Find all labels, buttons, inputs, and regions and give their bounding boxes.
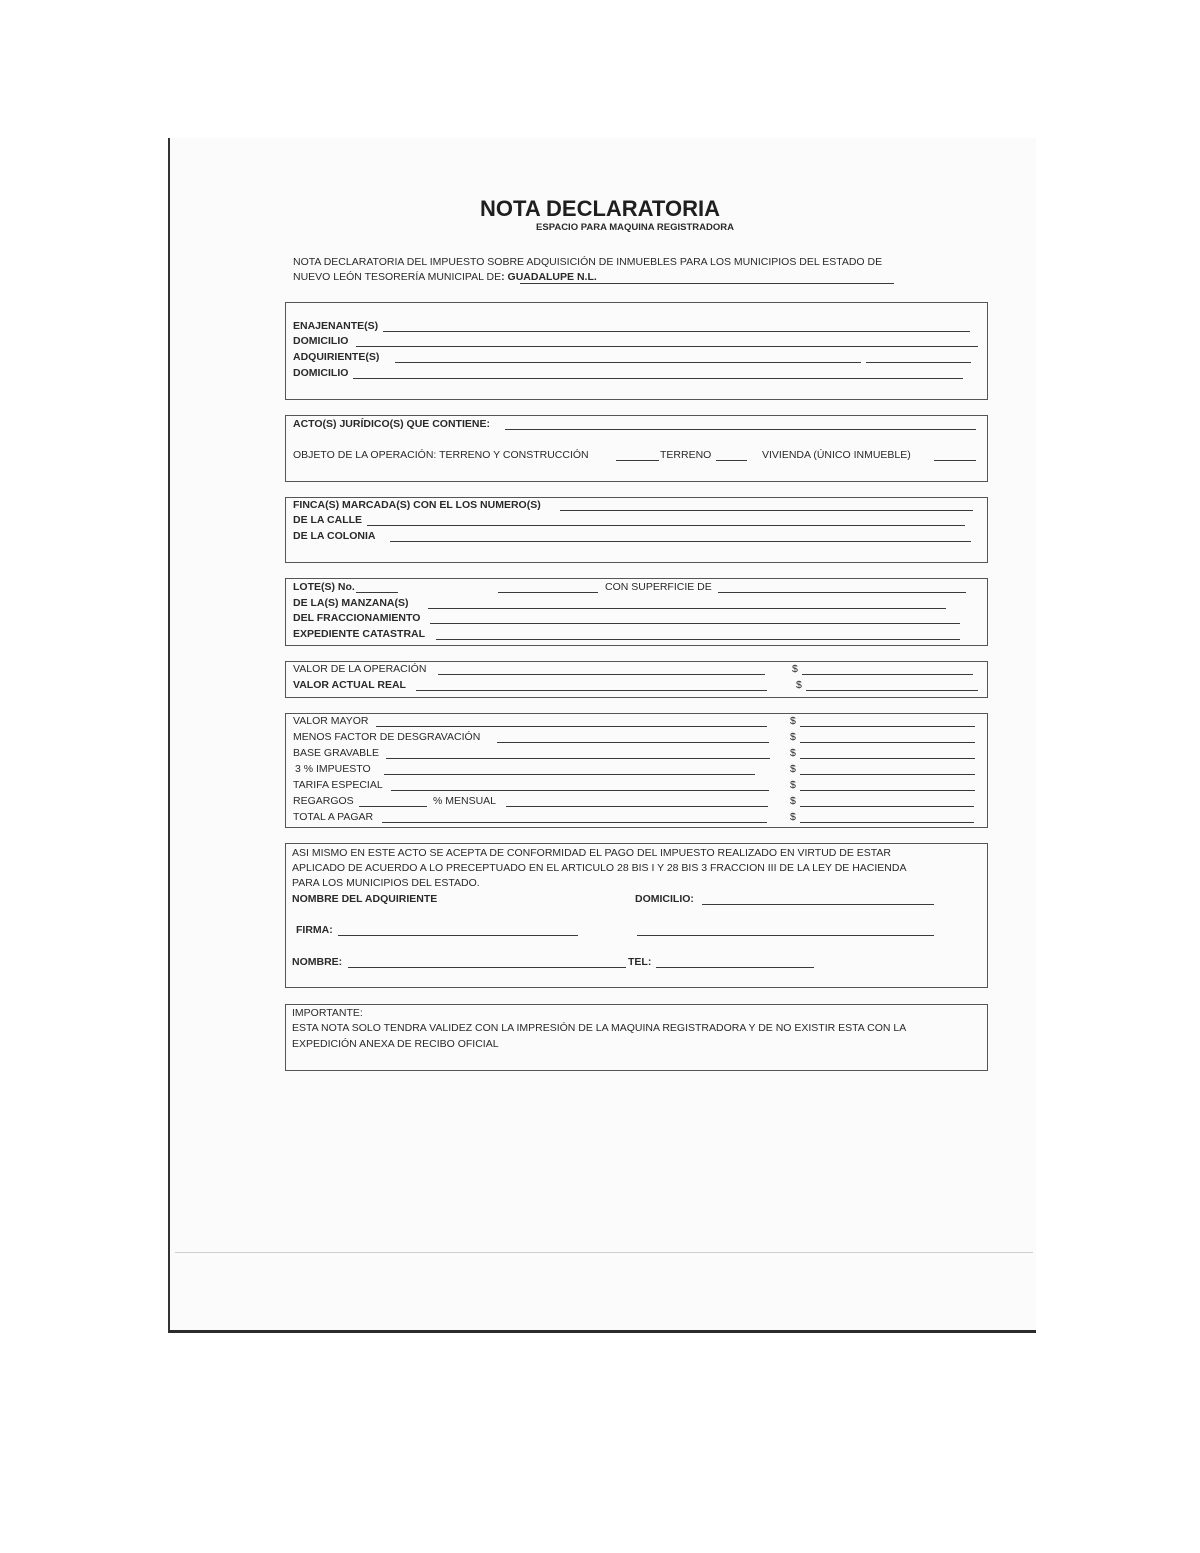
fraccionamiento-label: DEL FRACCIONAMIENTO xyxy=(293,612,421,624)
valor-mayor-currency: $ xyxy=(790,715,796,727)
total-line xyxy=(382,822,767,823)
firma-domicilio-field[interactable] xyxy=(637,935,934,936)
colonia-field[interactable] xyxy=(390,541,971,542)
vivienda-field[interactable] xyxy=(934,460,976,461)
adquiriente-field-extra[interactable] xyxy=(866,362,971,363)
valor-operacion-label: VALOR DE LA OPERACIÓN xyxy=(293,663,427,675)
valor-actual-line xyxy=(416,690,767,691)
desgravacion-field[interactable] xyxy=(800,742,975,743)
terreno-construccion-field[interactable] xyxy=(616,460,659,461)
domicilio-sign-label: DOMICILIO: xyxy=(635,893,694,905)
enajenante-label: ENAJENANTE(S) xyxy=(293,320,379,332)
domicilio-sign-field[interactable] xyxy=(702,904,934,905)
acceptance-line-2: APLICADO DE ACUERDO A LO PRECEPTUADO EN EL ARTICULO 28 BIS I Y 28 BIS 3 FRACCION III DE LA LEY DE HACIENDA xyxy=(292,862,907,874)
valor-operacion-currency: $ xyxy=(792,663,798,675)
parties-section xyxy=(285,302,988,400)
objeto-label: OBJETO DE LA OPERACIÓN: TERRENO Y CONSTRUCCIÓN xyxy=(293,449,589,461)
recargos-field[interactable] xyxy=(359,806,427,807)
terreno-label: TERRENO xyxy=(660,449,712,461)
valor-operacion-line xyxy=(438,674,765,675)
intro-line-1: NOTA DECLARATORIA DEL IMPUESTO SOBRE ADQUISICIÓN DE INMUEBLES PARA LOS MUNICIPIOS DEL ESTADO DE xyxy=(293,256,883,268)
acceptance-line-3: PARA LOS MUNICIPIOS DEL ESTADO. xyxy=(292,877,480,889)
acceptance-line-1: ASI MISMO EN ESTE ACTO SE ACEPTA DE CONFORMIDAD EL PAGO DEL IMPUESTO REALIZADO EN VIRTUD DE ESTAR xyxy=(292,847,892,859)
terreno-field[interactable] xyxy=(716,460,747,461)
mensual-line xyxy=(506,806,768,807)
tel-label: TEL: xyxy=(628,956,652,968)
fraccionamiento-field[interactable] xyxy=(430,623,960,624)
expediente-field[interactable] xyxy=(436,639,960,640)
domicilio-enajenante-field[interactable] xyxy=(356,346,978,347)
recargos-label: REGARGOS xyxy=(293,795,354,807)
manzana-label: DE LA(S) MANZANA(S) xyxy=(293,597,409,609)
tarifa-especial-currency: $ xyxy=(790,779,796,791)
manzana-field[interactable] xyxy=(428,608,946,609)
firma-field[interactable] xyxy=(338,935,578,936)
domicilio-adquiriente-label: DOMICILIO xyxy=(293,367,349,379)
total-currency: $ xyxy=(790,811,796,823)
total-field[interactable] xyxy=(800,822,974,823)
document-title: NOTA DECLARATORIA xyxy=(480,196,720,221)
nombre-adquiriente-label: NOMBRE DEL ADQUIRIENTE xyxy=(292,893,438,905)
colonia-label: DE LA COLONIA xyxy=(293,530,376,542)
vivienda-label: VIVIENDA (ÚNICO INMUEBLE) xyxy=(762,449,911,461)
superficie-field[interactable] xyxy=(718,592,966,593)
tarifa-especial-label: TARIFA ESPECIAL xyxy=(293,779,383,791)
document-subtitle: ESPACIO PARA MAQUINA REGISTRADORA xyxy=(536,222,734,233)
base-gravable-line xyxy=(386,758,770,759)
impuesto-currency: $ xyxy=(790,763,796,775)
municipality-underline xyxy=(520,283,894,284)
recargos-currency: $ xyxy=(790,795,796,807)
recargos-amount-field[interactable] xyxy=(800,806,974,807)
important-line-1: ESTA NOTA SOLO TENDRA VALIDEZ CON LA IMPRESIÓN DE LA MAQUINA REGISTRADORA Y DE NO EXISTIR ESTA CON LA xyxy=(292,1022,907,1034)
valor-actual-field[interactable] xyxy=(806,690,978,691)
page-fold-line xyxy=(175,1252,1033,1253)
lote-field[interactable] xyxy=(356,592,398,593)
tarifa-especial-line xyxy=(391,790,769,791)
important-line-2: EXPEDICIÓN ANEXA DE RECIBO OFICIAL xyxy=(292,1038,499,1050)
adquiriente-label: ADQUIRIENTE(S) xyxy=(293,351,380,363)
valor-actual-currency: $ xyxy=(796,679,802,691)
domicilio-enajenante-label: DOMICILIO xyxy=(293,335,349,347)
superficie-label: CON SUPERFICIE DE xyxy=(605,581,712,593)
valor-actual-label: VALOR ACTUAL REAL xyxy=(293,679,406,691)
calle-label: DE LA CALLE xyxy=(293,514,363,526)
desgravacion-label: MENOS FACTOR DE DESGRAVACIÓN xyxy=(293,731,481,743)
actos-label: ACTO(S) JURÍDICO(S) QUE CONTIENE: xyxy=(293,418,490,430)
impuesto-label: 3 % IMPUESTO xyxy=(295,763,371,775)
valor-mayor-line xyxy=(376,726,767,727)
finca-field[interactable] xyxy=(560,510,973,511)
desgravacion-currency: $ xyxy=(790,731,796,743)
total-label: TOTAL A PAGAR xyxy=(293,811,374,823)
domicilio-adquiriente-field[interactable] xyxy=(353,378,963,379)
impuesto-field[interactable] xyxy=(800,774,975,775)
lote-field-extra[interactable] xyxy=(498,592,598,593)
firma-label: FIRMA: xyxy=(296,924,333,936)
base-gravable-currency: $ xyxy=(790,747,796,759)
base-gravable-field[interactable] xyxy=(800,758,975,759)
important-heading: IMPORTANTE: xyxy=(292,1007,363,1019)
nombre-label: NOMBRE: xyxy=(292,956,343,968)
impuesto-line xyxy=(384,774,755,775)
intro-line-2-prefix: NUEVO LEÓN TESORERÍA MUNICIPAL DE xyxy=(293,271,502,283)
mensual-label: % MENSUAL xyxy=(433,795,497,807)
calle-field[interactable] xyxy=(367,525,965,526)
enajenante-field[interactable] xyxy=(383,331,970,332)
tel-field[interactable] xyxy=(656,967,814,968)
nombre-field[interactable] xyxy=(348,967,626,968)
valor-mayor-label: VALOR MAYOR xyxy=(293,715,369,727)
actos-field[interactable] xyxy=(505,429,976,430)
lote-label: LOTE(S) No. xyxy=(293,581,355,593)
finca-label: FINCA(S) MARCADA(S) CON EL LOS NUMERO(S) xyxy=(293,499,541,511)
adquiriente-field[interactable] xyxy=(395,362,861,363)
intro-line-2 xyxy=(293,271,597,283)
base-gravable-label: BASE GRAVABLE xyxy=(293,747,379,759)
municipality-value: : GUADALUPE N.L. xyxy=(501,271,597,283)
valor-mayor-field[interactable] xyxy=(800,726,975,727)
valor-operacion-field[interactable] xyxy=(802,674,973,675)
desgravacion-line xyxy=(497,742,769,743)
tarifa-especial-field[interactable] xyxy=(800,790,975,791)
expediente-label: EXPEDIENTE CATASTRAL xyxy=(293,628,426,640)
